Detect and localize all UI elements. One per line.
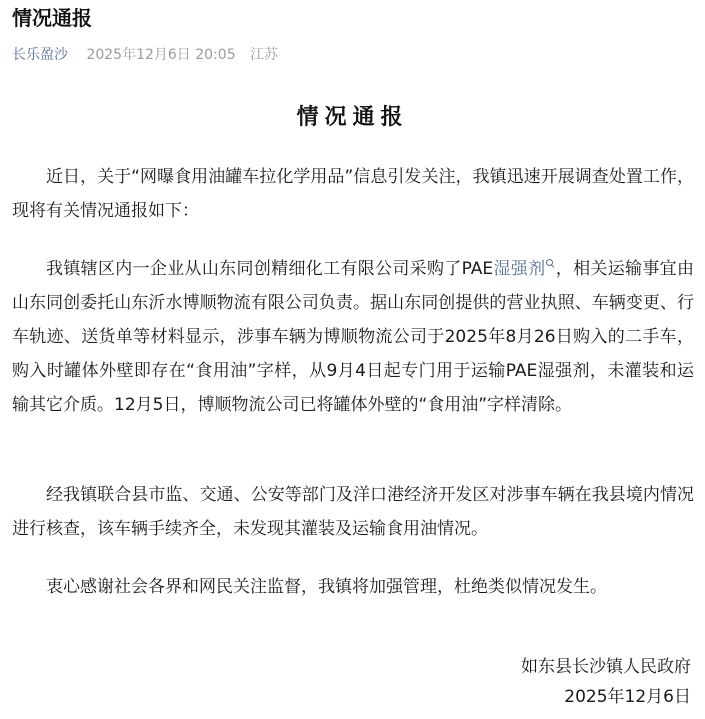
publish-date: 2025年12月6日 20:05	[86, 47, 236, 63]
search-keyword-label[interactable]: 湿强剂	[493, 259, 546, 279]
author-link[interactable]: 长乐盈沙	[12, 47, 68, 63]
article-meta	[12, 44, 278, 66]
paragraph-details	[12, 252, 694, 422]
notice-heading: 情况通报	[296, 105, 409, 130]
article-title: 情况通报	[12, 6, 92, 30]
paragraph-verification: 经我镇联合县市监、交通、公安等部门及洋口港经济开发区对涉事车辆在我县境内情况进行核查，该车辆手续齐全，未发现其灌装及运输食用油情况。	[12, 485, 694, 539]
search-keyword-link[interactable]	[493, 259, 555, 279]
signature-org: 如东县长沙镇人民政府	[521, 657, 691, 677]
publish-location: 江苏	[250, 47, 279, 63]
paragraph-details-text-start: 我镇辖区内一企业从山东同创精细化工有限公司采购了PAE	[46, 259, 494, 279]
search-icon[interactable]	[546, 259, 553, 266]
paragraph-details-text-end: ，相关运输事宜由山东同创委托山东沂水博顺物流有限公司负责。据山东同创提供的营业执照、车辆变更、行车轨迹、送货单等材料显示，涉事车辆为博顺物流公司于2025年8月26日购入的二手车，购入时罐体外壁即存在“食用油”字样，从9月4日起专门用于运输PAE湿强剂，未灌装和运输其它介质。12月5日，博顺物流公司已将罐体外壁的“食用油”字样清除。	[12, 259, 694, 415]
paragraph-thanks: 衷心感谢社会各界和网民关注监督，我镇将加强管理，杜绝类似情况发生。	[46, 577, 607, 597]
signature-block	[521, 652, 691, 712]
signature-date: 2025年12月6日	[564, 687, 691, 707]
paragraph-intro: 近日，关于“网曝食用油罐车拉化学用品”信息引发关注，我镇迅速开展调查处置工作，现将有关情况通报如下：	[12, 167, 694, 221]
